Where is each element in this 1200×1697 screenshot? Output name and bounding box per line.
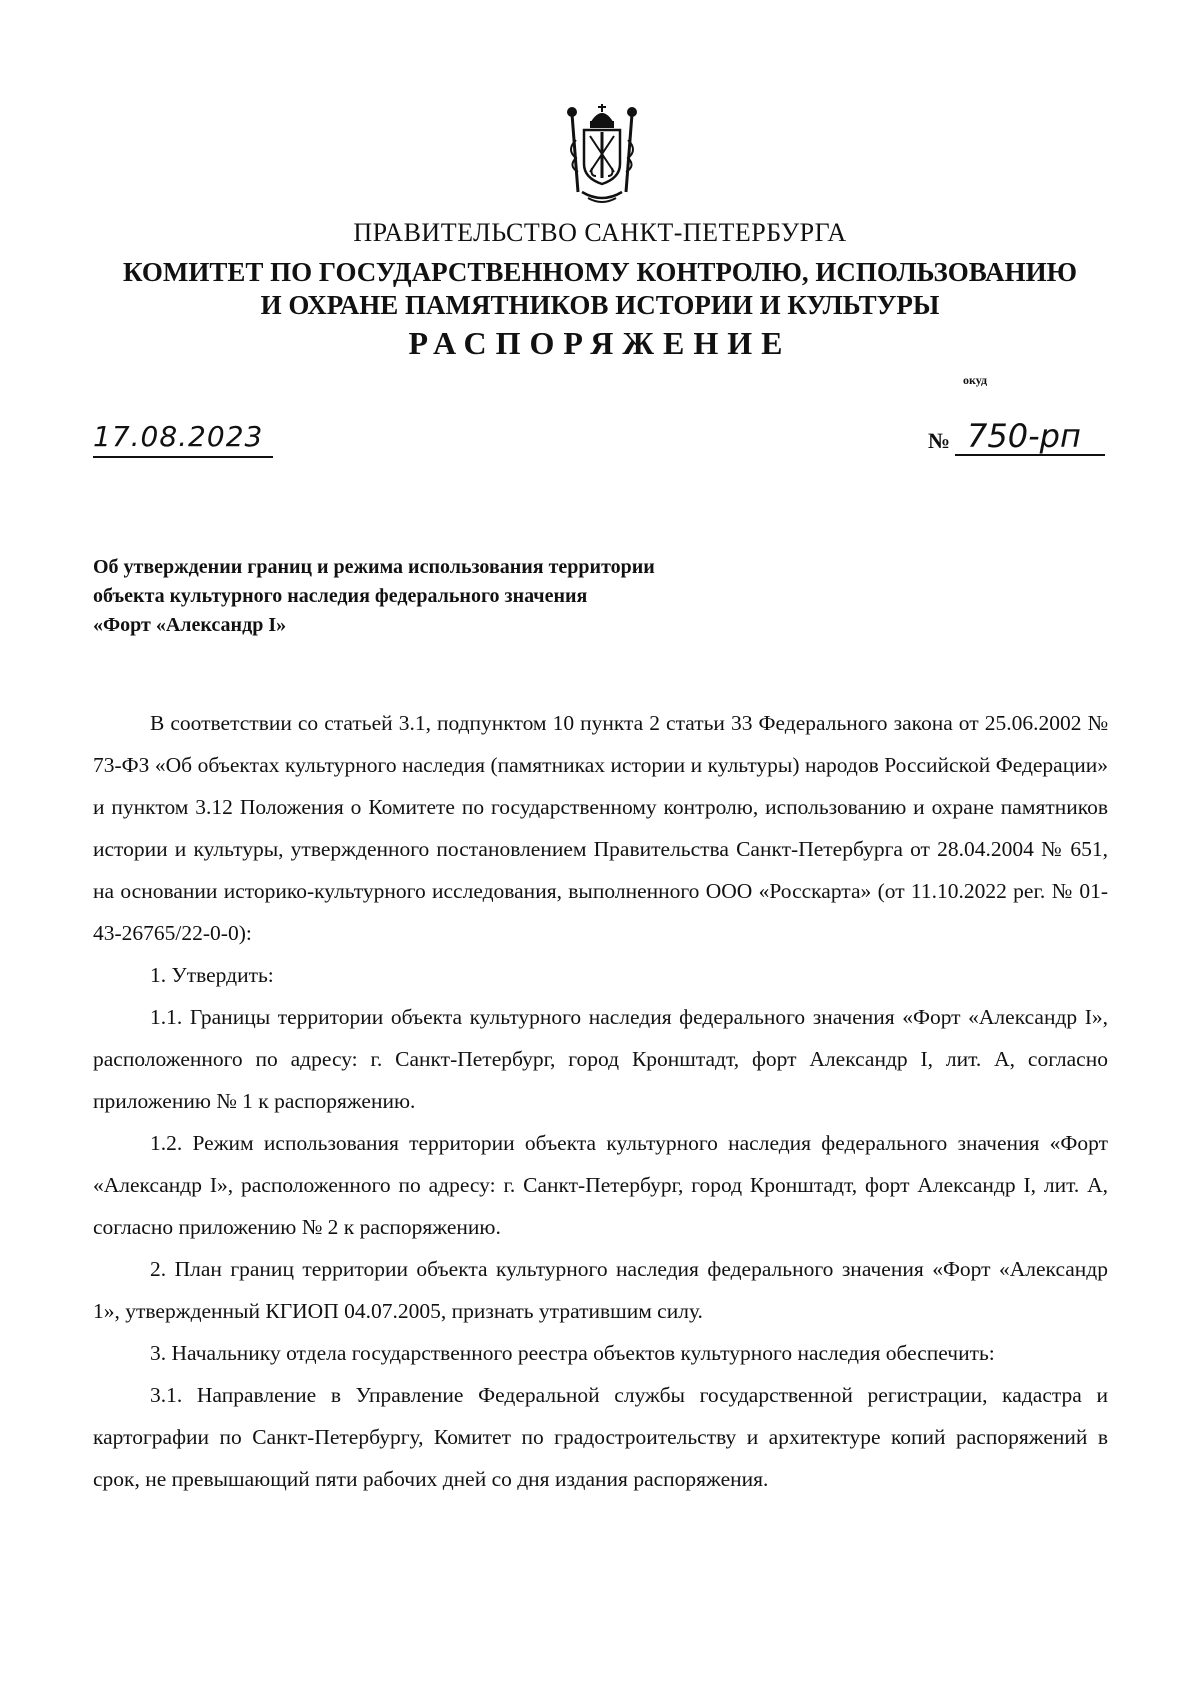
paragraph-1-1: 1.1. Границы территории объекта культурного наследия федерального значения «Форт «Александр I», расположенного по адресу: г. Санкт-Петербург, город Кронштадт, форт Александр I, лит. А, согласно приложению № 1 к распоряжению. [93, 1005, 1108, 1113]
subject-line-3: «Форт «Александр I» [93, 614, 287, 636]
paragraph-preamble: В соответствии со статьей 3.1, подпунктом 10 пункта 2 статьи 33 Федерального закона от 25.06.2002 № 73-ФЗ «Об объектах культурного наследия (памятниках истории и культуры) народов Российской Федерации» и пунктом 3.12 Положения о Комитете по государственному контролю, использованию и охране памятников истории и культуры, утвержденного постановлением Правительства Санкт-Петербурга от 28.04.2004 № 651, на основании историко-культурного исследования, выполненного ООО «Росскарта» (от 11.10.2022 рег. № 01-43-26765/22-0-0): [93, 711, 1108, 945]
document-body [93, 702, 1108, 1500]
committee-name-line-1: КОМИТЕТ ПО ГОСУДАРСТВЕННОМУ КОНТРОЛЮ, ИСПОЛЬЗОВАНИЮ [123, 257, 1077, 287]
committee-name [0, 256, 1200, 322]
committee-name-line-2: И ОХРАНЕ ПАМЯТНИКОВ ИСТОРИИ И КУЛЬТУРЫ [260, 290, 940, 320]
paragraph-1: 1. Утвердить: [150, 963, 274, 987]
government-name: ПРАВИТЕЛЬСТВО САНКТ-ПЕТЕРБУРГА [353, 218, 847, 247]
st-petersburg-coat-of-arms-icon [562, 100, 642, 208]
document-number: 750-рп [955, 418, 1105, 456]
paragraph-1-2: 1.2. Режим использования территории объекта культурного наследия федерального значения «Форт «Александр I», расположенного по адресу: г. Санкт-Петербург, город Кронштадт, форт Александр I, лит. А, согласно приложению № 2 к распоряжению. [93, 1131, 1108, 1239]
paragraph-3-1: 3.1. Направление в Управление Федеральной службы государственной регистрации, кадастра и картографии по Санкт-Петербургу, Комитет по градостроительству и архитектуре копий распоряжений в срок, не превышающий пяти рабочих дней со дня издания распоряжения. [93, 1383, 1108, 1491]
document-subject [93, 553, 853, 640]
subject-line-1: Об утверждении границ и режима использования территории [93, 556, 655, 578]
okud-label: окуд [963, 373, 988, 387]
subject-line-2: объекта культурного наследия федерального значения [93, 585, 588, 607]
document-date: 17.08.2023 [93, 420, 273, 458]
paragraph-2: 2. План границ территории объекта культурного наследия федерального значения «Форт «Александр 1», утвержденный КГИОП 04.07.2005, признать утратившим силу. [93, 1257, 1108, 1323]
paragraph-3: 3. Начальнику отдела государственного реестра объектов культурного наследия обеспечить: [150, 1341, 995, 1365]
document-type-title: РАСПОРЯЖЕНИЕ [408, 325, 792, 361]
number-sign: № [928, 428, 951, 453]
